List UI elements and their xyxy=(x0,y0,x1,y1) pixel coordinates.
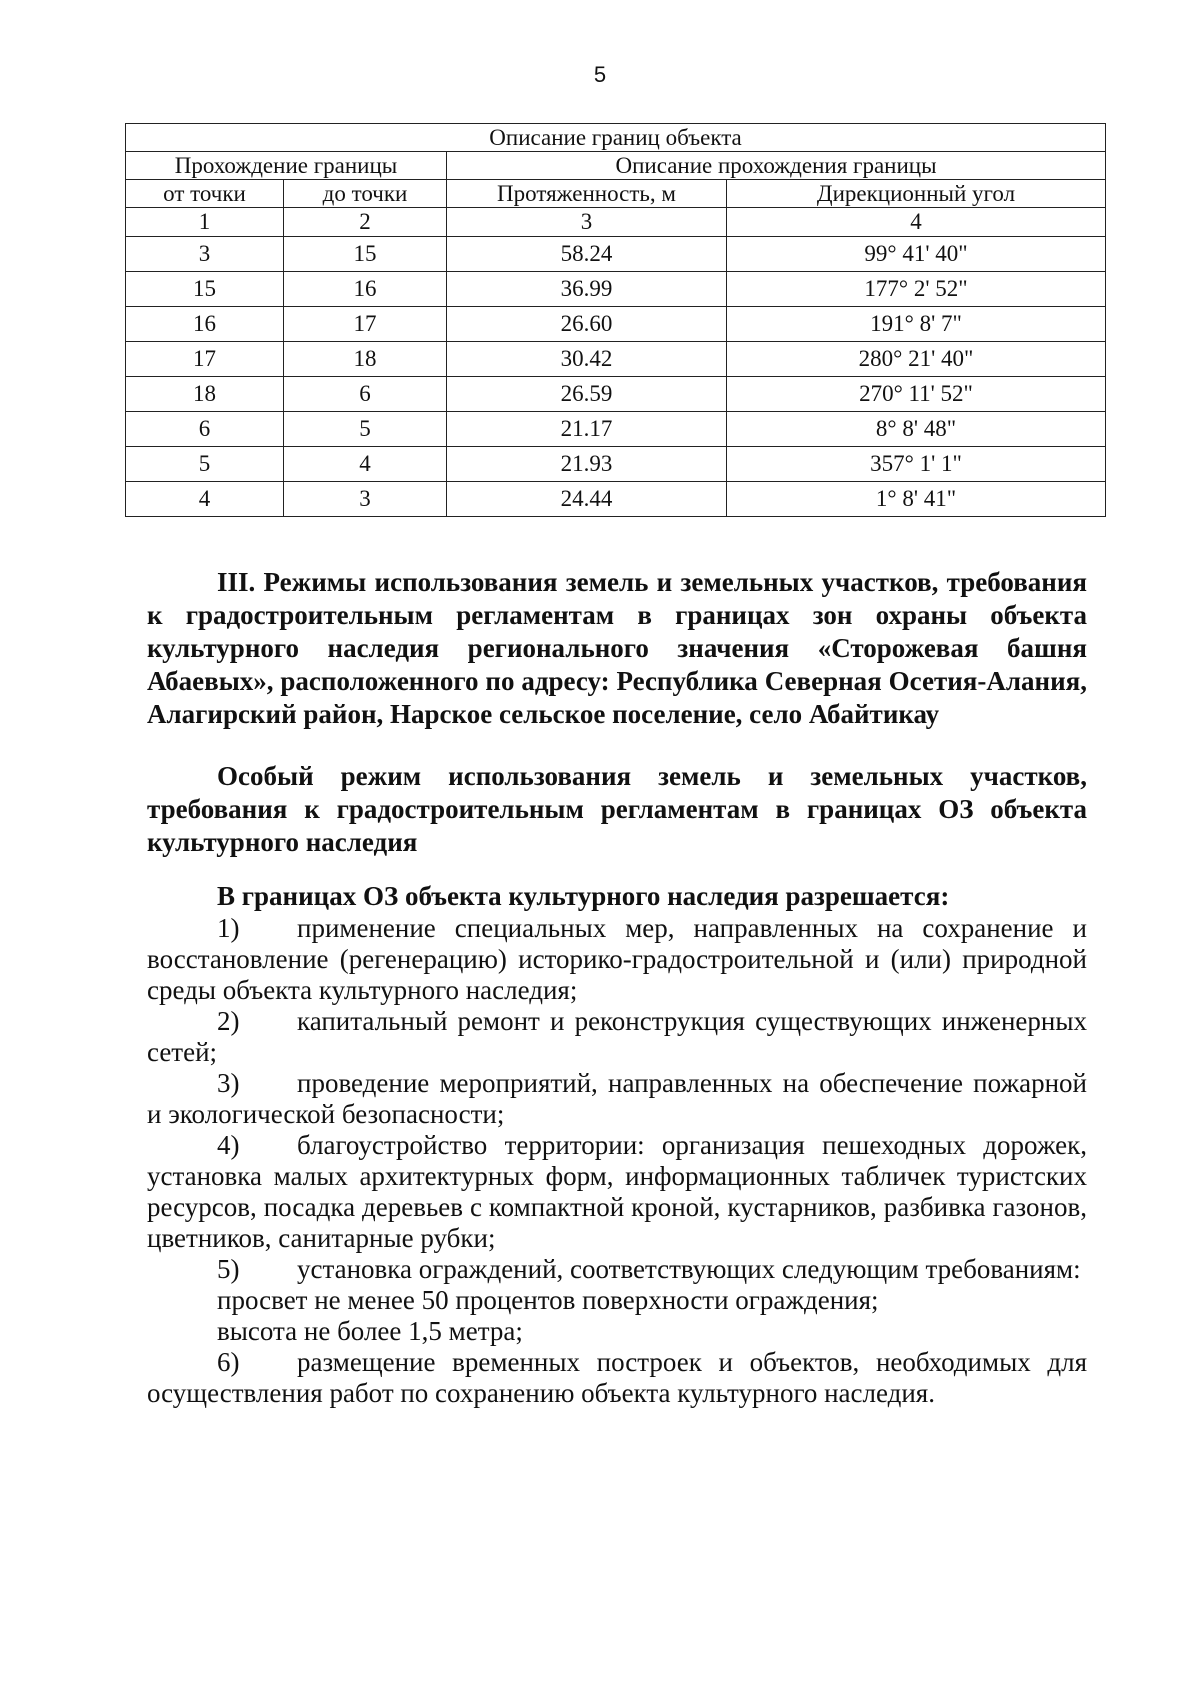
column-number: 4 xyxy=(727,208,1106,237)
table-cell: 1° 8' 41" xyxy=(727,482,1106,517)
table-cell: 5 xyxy=(126,447,284,482)
list-item xyxy=(147,1006,1087,1068)
table-cell: 280° 21' 40" xyxy=(727,342,1106,377)
table-row xyxy=(126,377,1106,412)
table-caption: Описание границ объекта xyxy=(126,124,1106,152)
table-row xyxy=(126,342,1106,377)
column-number: 3 xyxy=(447,208,727,237)
page-number: 5 xyxy=(593,62,607,87)
column-header: от точки xyxy=(126,180,284,208)
table-cell: 21.17 xyxy=(447,412,727,447)
table-cell: 3 xyxy=(284,482,447,517)
table-cell: 26.59 xyxy=(447,377,727,412)
table-cell: 4 xyxy=(284,447,447,482)
table-cell: 18 xyxy=(284,342,447,377)
table-cell: 6 xyxy=(284,377,447,412)
table-row xyxy=(126,272,1106,307)
permit-heading: В границах ОЗ объекта культурного наследия разрешается: xyxy=(217,881,950,911)
table-cell: 177° 2' 52" xyxy=(727,272,1106,307)
table-cell: 58.24 xyxy=(447,237,727,272)
column-header: Дирекционный угол xyxy=(727,180,1106,208)
column-header: Протяженность, м xyxy=(447,180,727,208)
table-row xyxy=(126,412,1106,447)
list-item-number: 6) xyxy=(217,1347,240,1377)
table-cell: 17 xyxy=(126,342,284,377)
list-item-text: благоустройство территории: организация пешеходных дорожек, установка малых архитектурных форм, информационных табличек туристских ресурсов, посадка деревьев с компактной кроной, кустарников, разбивка газонов, цветников, санитарные рубки; xyxy=(147,1130,1087,1253)
table-row xyxy=(126,307,1106,342)
list-item-text: установка ограждений, соответствующих следующим требованиям: xyxy=(297,1254,1081,1284)
table-cell: 30.42 xyxy=(447,342,727,377)
requirement-item: просвет не менее 50 процентов поверхности ограждения; xyxy=(217,1285,879,1315)
table-group-left: Прохождение границы xyxy=(126,152,447,180)
table-cell: 357° 1' 1" xyxy=(727,447,1106,482)
list-item-text: проведение мероприятий, направленных на обеспечение пожарной и экологической безопасности; xyxy=(147,1068,1087,1129)
table-row xyxy=(126,482,1106,517)
column-header: до точки xyxy=(284,180,447,208)
column-number: 1 xyxy=(126,208,284,237)
list-item xyxy=(147,913,1087,1006)
table-cell: 99° 41' 40" xyxy=(727,237,1106,272)
table-cell: 15 xyxy=(284,237,447,272)
table-cell: 16 xyxy=(126,307,284,342)
table-cell: 16 xyxy=(284,272,447,307)
list-item-text: размещение временных построек и объектов, необходимых для осуществления работ по сохранению объекта культурного наследия. xyxy=(147,1347,1087,1408)
table-row xyxy=(126,447,1106,482)
table-cell: 26.60 xyxy=(447,307,727,342)
table-cell: 191° 8' 7" xyxy=(727,307,1106,342)
table-row xyxy=(126,237,1106,272)
requirement-item: высота не более 1,5 метра; xyxy=(217,1316,523,1346)
list-item xyxy=(147,1254,1087,1285)
table-cell: 18 xyxy=(126,377,284,412)
table-cell: 270° 11' 52" xyxy=(727,377,1106,412)
table-group-right: Описание прохождения границы xyxy=(447,152,1106,180)
list-item xyxy=(147,1068,1087,1130)
list-item xyxy=(147,1130,1087,1254)
table-cell: 24.44 xyxy=(447,482,727,517)
table-cell: 15 xyxy=(126,272,284,307)
subsection-title: Особый режим использования земель и земельных участков, требования к градостроительным регламентам в границах ОЗ объекта культурного наследия xyxy=(147,761,1087,857)
list-item-number: 1) xyxy=(217,913,240,943)
list-item-number: 3) xyxy=(217,1068,240,1098)
table-cell: 17 xyxy=(284,307,447,342)
table-cell: 21.93 xyxy=(447,447,727,482)
table-cell: 4 xyxy=(126,482,284,517)
table-cell: 3 xyxy=(126,237,284,272)
boundary-table xyxy=(125,123,1106,517)
column-number: 2 xyxy=(284,208,447,237)
list-item-number: 5) xyxy=(217,1254,240,1284)
permitted-list xyxy=(147,913,1087,1409)
list-item-number: 4) xyxy=(217,1130,240,1160)
list-item-text: применение специальных мер, направленных на сохранение и восстановление (регенерацию) историко-градостроительной и (или) природной среды объекта культурного наследия; xyxy=(147,913,1087,1005)
table-cell: 36.99 xyxy=(447,272,727,307)
section-title: III. Режимы использования земель и земельных участков, требования к градостроительным регламентам в границах зон охраны объекта культурного наследия регионального значения «Сторожевая башня Абаевых», расположенного по адресу: Республика Северная Осетия-Алания, Алагирский район, Нарское сельское поселение, село Абайтикау xyxy=(147,567,1087,729)
list-item-text: капитальный ремонт и реконструкция существующих инженерных сетей; xyxy=(147,1006,1087,1067)
list-item-number: 2) xyxy=(217,1006,240,1036)
list-item xyxy=(147,1347,1087,1409)
table-cell: 8° 8' 48" xyxy=(727,412,1106,447)
table-cell: 5 xyxy=(284,412,447,447)
table-cell: 6 xyxy=(126,412,284,447)
